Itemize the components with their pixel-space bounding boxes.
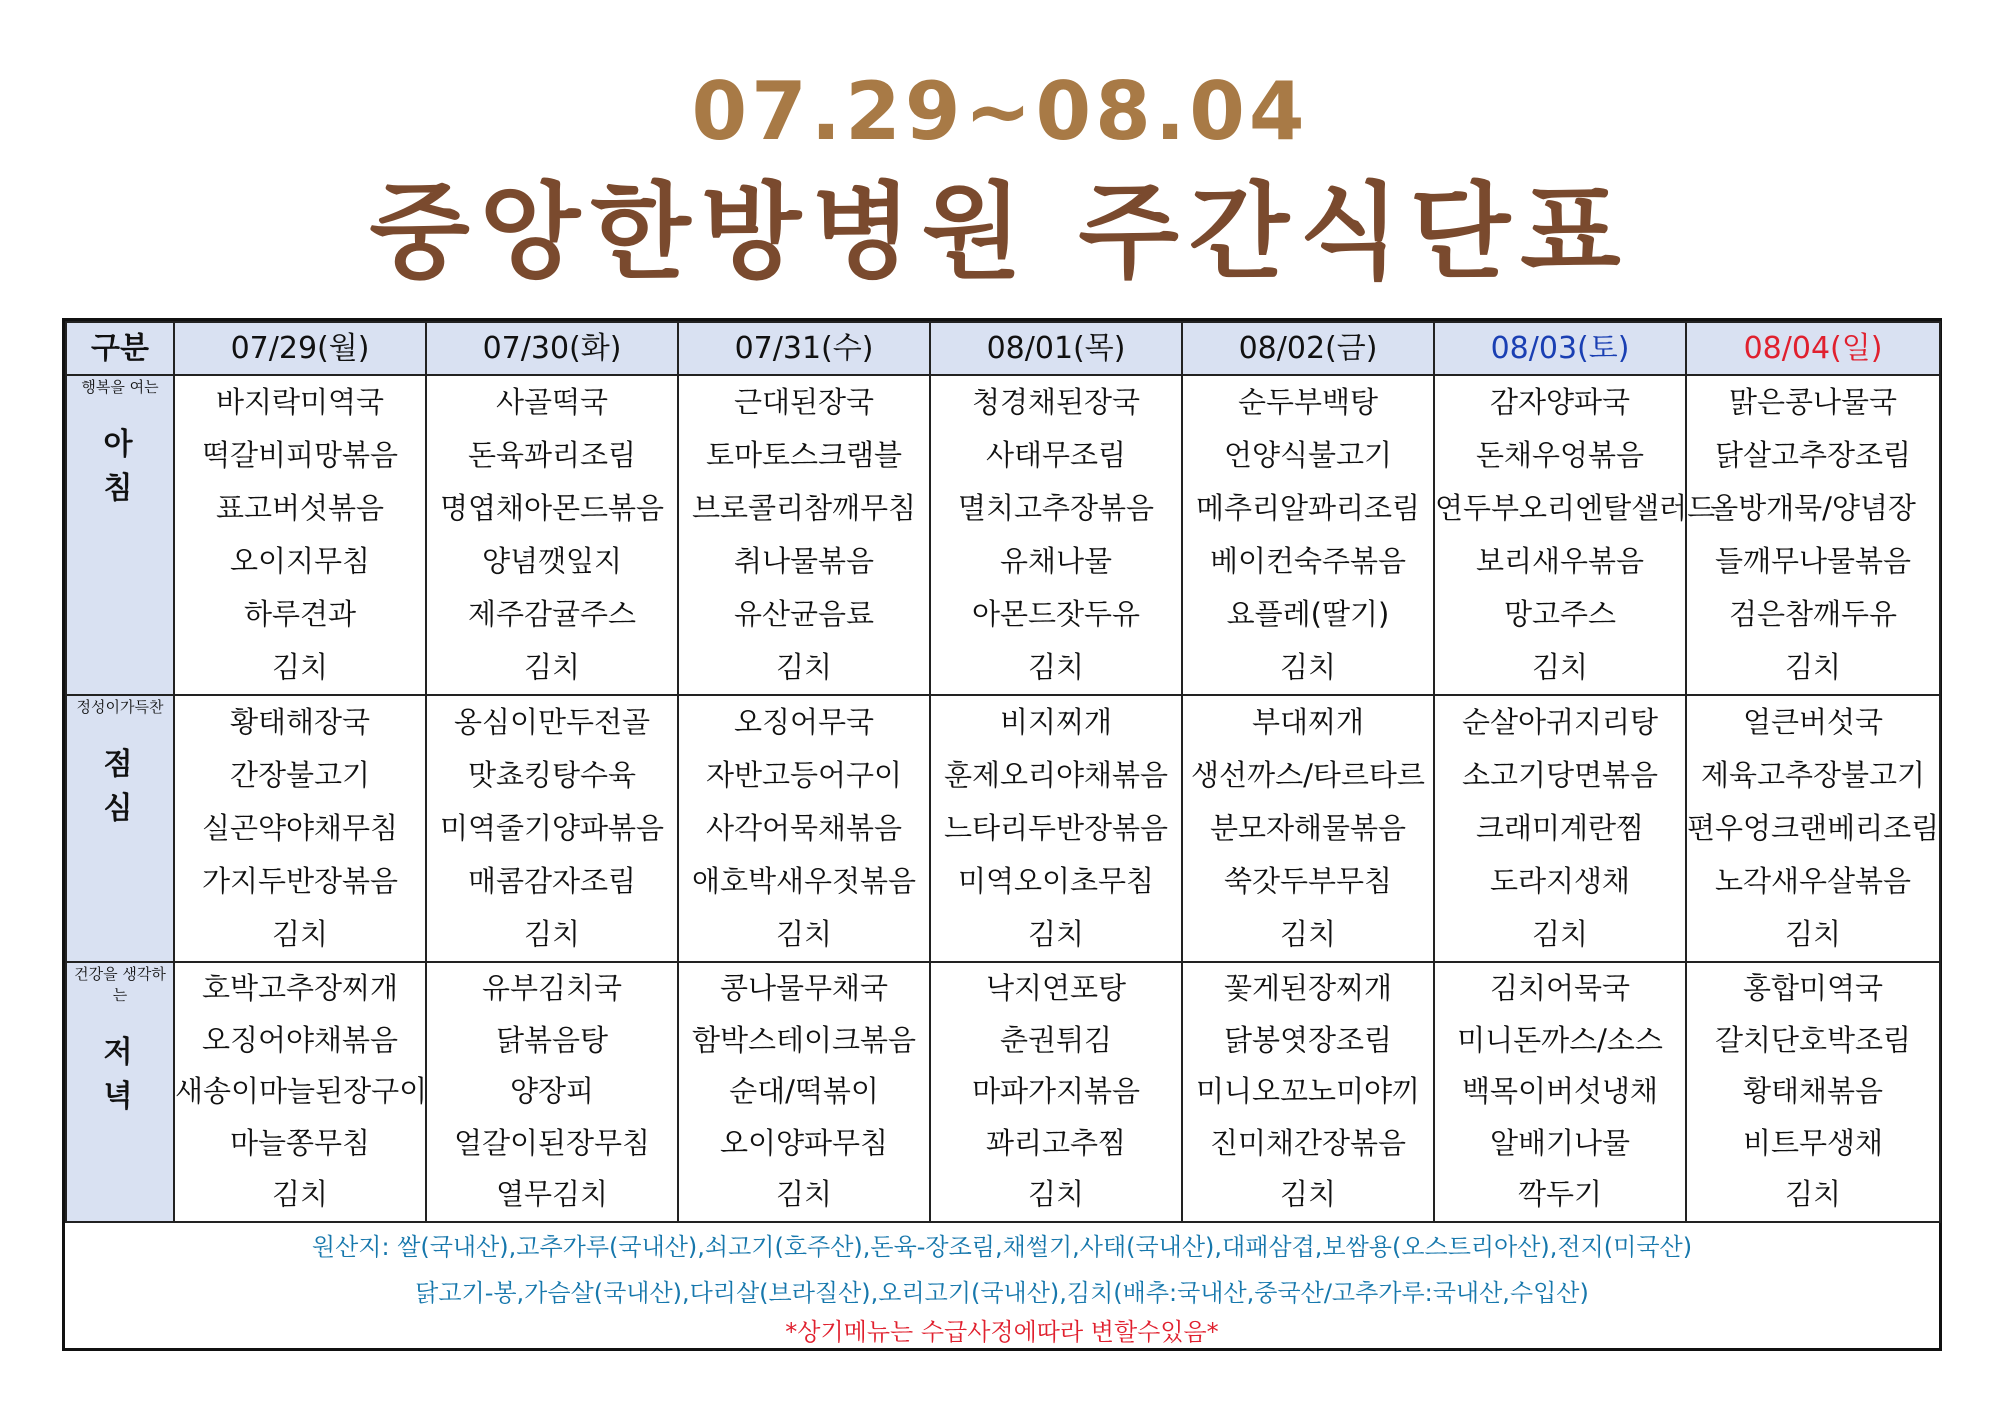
- dish-item: 바지락미역국: [215, 385, 385, 419]
- lunch-cell: [1434, 695, 1686, 962]
- date-range: 07.29~08.04: [691, 65, 1309, 158]
- dinner-cell: [678, 962, 930, 1222]
- dish-item: 크래미계란찜: [1475, 811, 1645, 845]
- dish-item: 닭볶음탕: [495, 1022, 609, 1057]
- dish-item: 김치: [775, 917, 833, 951]
- supply-notice: *상기메뉴는 수급사정에따라 변할수있음*: [785, 1318, 1219, 1346]
- dish-item: 올방개묵/양념장: [1710, 491, 1916, 525]
- dish-item: 마늘쫑무침: [229, 1125, 371, 1160]
- dish-item: 닭봉엿장조림: [1223, 1022, 1393, 1057]
- dish-item: 하루견과: [243, 597, 357, 631]
- day-header-thu: 08/01(목): [930, 322, 1182, 375]
- dish-item: 순대/떡볶이: [729, 1074, 879, 1109]
- day-header-fri: 08/02(금): [1182, 322, 1434, 375]
- dish-item: 언양식불고기: [1223, 438, 1393, 472]
- dish-item: 알배기나물: [1489, 1125, 1631, 1160]
- dish-item: 아몬드잣두유: [971, 597, 1141, 631]
- dish-item: 제육고추장불고기: [1700, 758, 1926, 792]
- dinner-cell: [1182, 962, 1434, 1222]
- dish-item: 훈제오리야채볶음: [943, 758, 1169, 792]
- dish-item: 김치: [1279, 917, 1337, 951]
- dish-item: 김치: [1531, 650, 1589, 684]
- dish-item: 맛쵸킹탕수육: [467, 758, 637, 792]
- dinner-cell: [1686, 962, 1940, 1222]
- origin-line-2: 닭고기-봉,가슴살(국내산),다리살(브라질산),오리고기(국내산),김치(배추:국내산,중국산/고추가루:국내산,수입산): [415, 1279, 1589, 1307]
- dish-item: 감자양파국: [1489, 385, 1631, 419]
- dish-item: 깍두기: [1517, 1177, 1603, 1212]
- dish-item: 제주감귤주스: [467, 597, 637, 631]
- dish-item: 호박고추장찌개: [201, 971, 399, 1005]
- dish-item: 미역오이초무침: [957, 864, 1155, 898]
- dish-item: 애호박새우젓볶음: [691, 864, 917, 898]
- breakfast-cell: [930, 375, 1182, 695]
- dish-item: 홍합미역국: [1742, 971, 1884, 1005]
- dish-item: 얼갈이된장무침: [453, 1125, 651, 1160]
- dish-item: 생선까스/타르타르: [1191, 758, 1425, 792]
- dish-item: 자반고등어구이: [705, 758, 903, 792]
- dish-item: 김치: [1784, 1177, 1842, 1212]
- dish-item: 오이양파무침: [719, 1125, 889, 1160]
- dish-item: 비지찌개: [999, 705, 1113, 739]
- dish-item: 순두부백탕: [1237, 385, 1379, 419]
- dish-item: 비트무생채: [1742, 1125, 1884, 1160]
- dish-item: 김치: [271, 917, 329, 951]
- lunch-cell: [1686, 695, 1940, 962]
- dish-item: 갈치단호박조림: [1714, 1022, 1912, 1057]
- dish-item: 노각새우살볶음: [1714, 864, 1912, 898]
- dish-item: 김치: [271, 650, 329, 684]
- dish-item: 연두부오리엔탈샐러드: [1435, 491, 1716, 525]
- dish-item: 편우엉크랜베리조림: [1687, 811, 1940, 845]
- dish-item: 춘권튀김: [999, 1022, 1113, 1057]
- dish-item: 검은참깨두유: [1728, 597, 1898, 631]
- dish-item: 미역줄기양파볶음: [439, 811, 665, 845]
- dinner-cell: [1434, 962, 1686, 1222]
- dish-item: 김치어묵국: [1489, 971, 1631, 1005]
- dish-item: 김치: [523, 917, 581, 951]
- dish-item: 진미채간장볶음: [1209, 1125, 1407, 1160]
- dish-item: 오이지무침: [229, 544, 371, 578]
- dinner-row: [66, 962, 1940, 1222]
- dish-item: 미니오꼬노미야끼: [1195, 1074, 1421, 1109]
- dish-item: 오징어야채볶음: [201, 1022, 399, 1057]
- menu-table: [65, 321, 1941, 1223]
- dish-item: 순살아귀지리탕: [1461, 705, 1659, 739]
- dish-item: 청경채된장국: [971, 385, 1141, 419]
- dish-item: 표고버섯볶음: [215, 491, 385, 525]
- dish-item: 분모자해물볶음: [1209, 811, 1407, 845]
- breakfast-cell: [1182, 375, 1434, 695]
- lunch-subtitle: 정성이가득찬: [76, 698, 164, 716]
- breakfast-cell: [1686, 375, 1940, 695]
- dish-item: 미니돈까스/소스: [1457, 1022, 1663, 1057]
- dish-item: 베이컨숙주볶음: [1209, 544, 1407, 578]
- day-header-tue: 07/30(화): [426, 322, 678, 375]
- dish-item: 닭살고추장조림: [1714, 438, 1912, 472]
- dish-item: 망고주스: [1503, 597, 1617, 631]
- breakfast-row: [66, 375, 1940, 695]
- dish-item: 보리새우볶음: [1475, 544, 1645, 578]
- dish-item: 함박스테이크볶음: [691, 1022, 917, 1057]
- origin-line-1: 원산지: 쌀(국내산),고추가루(국내산),쇠고기(호주산),돈육-장조림,채썰기,사태(국내산),대패삼겹,보쌈용(오스트리아산),전지(미국산): [311, 1233, 1693, 1261]
- lunch-label: 점심: [103, 747, 151, 826]
- dish-item: 떡갈비피망볶음: [201, 438, 399, 472]
- lunch-cell: [678, 695, 930, 962]
- dish-item: 김치: [1279, 650, 1337, 684]
- dish-item: 마파가지볶음: [971, 1074, 1141, 1109]
- dish-item: 김치: [775, 650, 833, 684]
- dish-item: 쑥갓두부무침: [1223, 864, 1393, 898]
- dish-item: 돈채우엉볶음: [1475, 438, 1645, 472]
- dish-item: 새송이마늘된장구이: [175, 1074, 428, 1109]
- dish-item: 유채나물: [999, 544, 1113, 578]
- dish-item: 사태무조림: [985, 438, 1127, 472]
- dish-item: 명엽채아몬드볶음: [439, 491, 665, 525]
- dish-item: 느타리두반장볶음: [943, 811, 1169, 845]
- day-header-wed: 07/31(수): [678, 322, 930, 375]
- dish-item: 가지두반장볶음: [201, 864, 399, 898]
- dish-item: 사각어묵채볶음: [705, 811, 903, 845]
- dinner-label: 저녁: [103, 1035, 151, 1114]
- dish-item: 얼큰버섯국: [1742, 705, 1884, 739]
- dish-item: 도라지생채: [1489, 864, 1631, 898]
- dish-item: 낙지연포탕: [985, 971, 1127, 1005]
- lunch-cell: [174, 695, 426, 962]
- dish-item: 김치: [1027, 650, 1085, 684]
- dish-item: 김치: [775, 1177, 833, 1212]
- dish-item: 토마토스크램블: [705, 438, 903, 472]
- dish-item: 부대찌개: [1251, 705, 1365, 739]
- lunch-label-cell: [66, 695, 174, 962]
- breakfast-cell: [1434, 375, 1716, 695]
- dish-item: 오징어무국: [733, 705, 875, 739]
- dish-item: 양념깻잎지: [481, 544, 623, 578]
- header-row: [66, 322, 1940, 375]
- dish-item: 백목이버섯냉채: [1461, 1074, 1659, 1109]
- dish-item: 간장불고기: [229, 758, 371, 792]
- dish-item: 김치: [1784, 917, 1842, 951]
- dish-item: 황태해장국: [229, 705, 371, 739]
- dish-item: 매콤감자조림: [467, 864, 637, 898]
- dish-item: 김치: [271, 1177, 329, 1212]
- lunch-row: [66, 695, 1940, 962]
- dish-item: 취나물볶음: [733, 544, 875, 578]
- dish-item: 양장피: [509, 1074, 595, 1109]
- dish-item: 실곤약야채무침: [201, 811, 399, 845]
- breakfast-label: 아침: [103, 427, 151, 506]
- breakfast-cell: [678, 375, 930, 695]
- dish-item: 김치: [1279, 1177, 1337, 1212]
- dish-item: 열무김치: [495, 1177, 609, 1212]
- dish-item: 브로콜리참깨무침: [691, 491, 917, 525]
- dish-item: 맑은콩나물국: [1728, 385, 1898, 419]
- dish-item: 유산균음료: [733, 597, 875, 631]
- origin-section: [65, 1216, 1939, 1348]
- day-header-sun: 08/04(일): [1686, 322, 1940, 375]
- dish-item: 김치: [1784, 650, 1842, 684]
- breakfast-cell: [426, 375, 678, 695]
- lunch-cell: [930, 695, 1182, 962]
- dish-item: 꽃게된장찌개: [1223, 971, 1393, 1005]
- dinner-cell: [174, 962, 426, 1222]
- dish-item: 사골떡국: [495, 385, 609, 419]
- page-title: 중앙한방병원 주간식단표: [369, 171, 1631, 293]
- dish-item: 콩나물무채국: [719, 971, 889, 1005]
- dinner-cell: [426, 962, 678, 1222]
- lunch-cell: [426, 695, 678, 962]
- dish-item: 김치: [1531, 917, 1589, 951]
- dish-item: 황태채볶음: [1742, 1074, 1884, 1109]
- dinner-cell: [930, 962, 1182, 1222]
- dish-item: 근대된장국: [733, 385, 875, 419]
- dish-item: 메추리알꽈리조림: [1195, 491, 1421, 525]
- menu-table-frame: [62, 318, 1942, 1351]
- day-header-sat: 08/03(토): [1434, 322, 1686, 375]
- dish-item: 옹심이만두전골: [453, 705, 651, 739]
- dish-item: 요플레(딸기): [1226, 597, 1390, 631]
- dish-item: 김치: [1027, 917, 1085, 951]
- dish-item: 돈육꽈리조림: [467, 438, 637, 472]
- dish-item: 들깨무나물볶음: [1714, 544, 1912, 578]
- dish-item: 유부김치국: [481, 971, 623, 1005]
- breakfast-label-cell: [66, 375, 174, 695]
- breakfast-subtitle: 행복을 여는: [81, 378, 159, 396]
- dinner-subtitle: 건강을 생각하는: [74, 965, 166, 1004]
- dish-item: 꽈리고추찜: [985, 1125, 1127, 1160]
- category-header: 구분: [66, 322, 174, 375]
- lunch-cell: [1182, 695, 1434, 962]
- day-header-mon: 07/29(월): [174, 322, 426, 375]
- dish-item: 김치: [523, 650, 581, 684]
- dinner-label-cell: [66, 962, 174, 1222]
- breakfast-cell: [174, 375, 426, 695]
- dish-item: 멸치고추장볶음: [957, 491, 1155, 525]
- dish-item: 소고기당면볶음: [1461, 758, 1659, 792]
- dish-item: 김치: [1027, 1177, 1085, 1212]
